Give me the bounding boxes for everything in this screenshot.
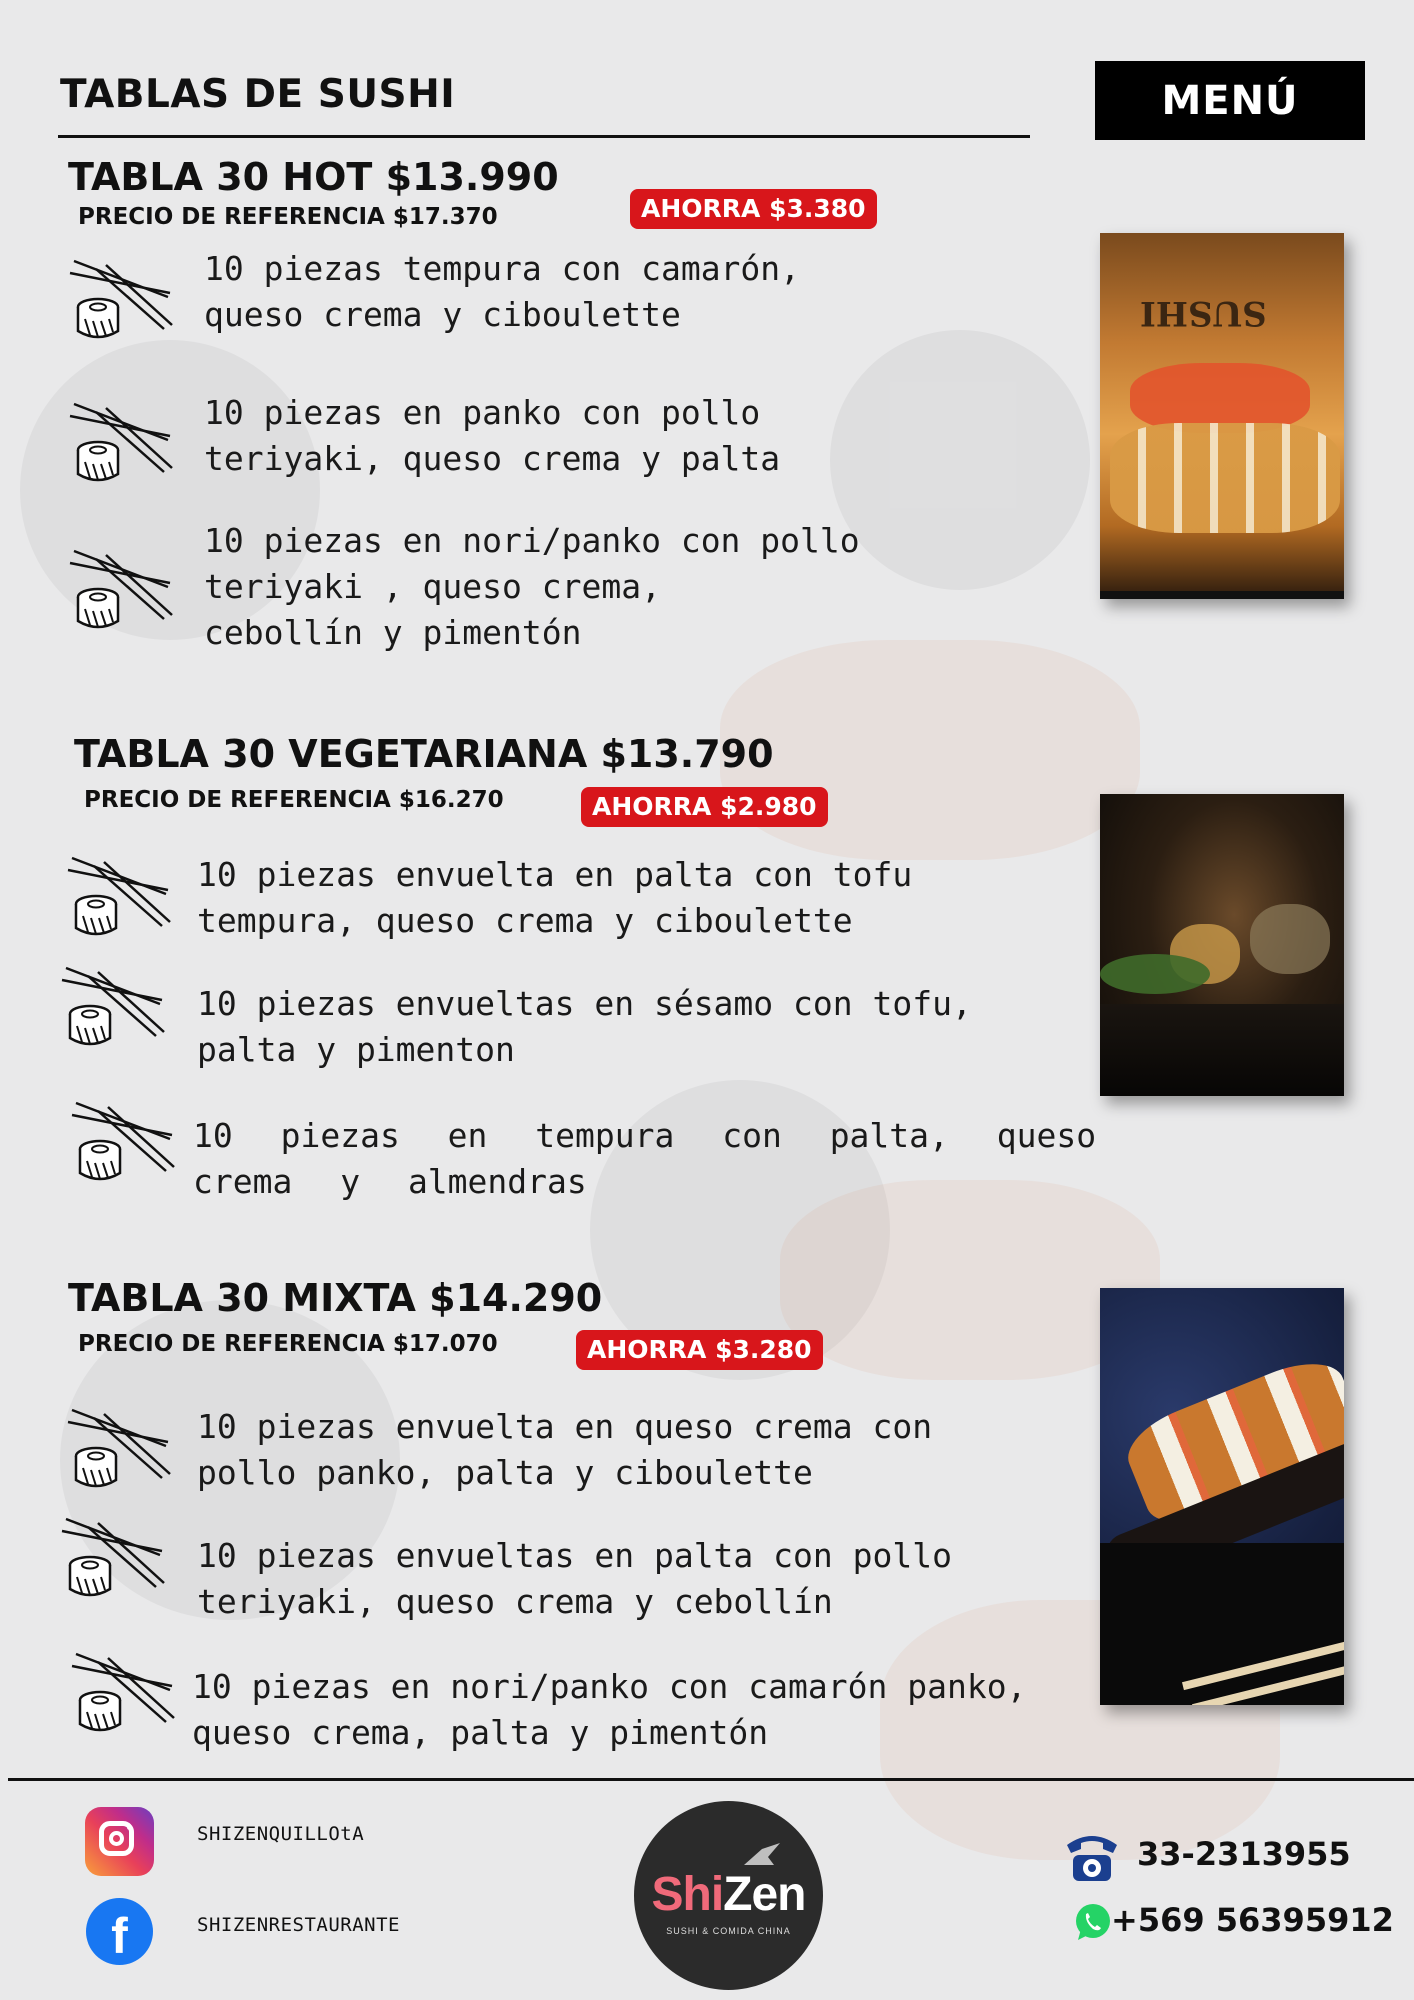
footer-divider xyxy=(8,1778,1414,1781)
instagram-icon[interactable] xyxy=(85,1807,154,1876)
chopsticks-sushi-icon xyxy=(70,1648,180,1738)
chopsticks-sushi-icon xyxy=(60,962,170,1052)
instagram-handle[interactable]: SHIZENQUILLOtA xyxy=(197,1823,365,1845)
photo-box-text: SUSHI xyxy=(1140,293,1267,333)
telephone-icon xyxy=(1063,1829,1121,1885)
reference-price: PRECIO DE REFERENCIA $17.070 xyxy=(78,1331,498,1357)
food-photo-mixed xyxy=(1100,1288,1344,1705)
logo-wordmark: ShiZen xyxy=(651,1868,806,1921)
background-shape xyxy=(830,330,1090,590)
phone-number[interactable]: 33-2313955 xyxy=(1137,1835,1351,1873)
logo-tagline: SUSHI & COMIDA CHINA xyxy=(666,1926,791,1936)
savings-badge: AHORRA $3.380 xyxy=(630,189,877,229)
origami-crane-icon xyxy=(744,1843,780,1867)
table-title: TABLA 30 HOT $13.990 xyxy=(68,155,559,199)
reference-price: PRECIO DE REFERENCIA $16.270 xyxy=(84,787,504,813)
item-description: 10 piezas envuelta en palta con tofu tempura, queso crema y ciboulette xyxy=(197,855,913,940)
chopsticks-sushi-icon xyxy=(68,545,178,635)
section-title: TABLAS DE SUSHI xyxy=(60,72,456,117)
item-description: 10 piezas en nori/panko con pollo teriyaki , queso crema, cebollín y pimentón xyxy=(204,521,860,652)
chopsticks-sushi-icon xyxy=(60,1513,170,1603)
chopsticks-sushi-icon xyxy=(70,1097,180,1187)
food-photo-vegetarian xyxy=(1100,794,1344,1096)
item-description: 10 piezas en tempura con palta, queso crema y almendras xyxy=(193,1116,1097,1201)
item-description: 10 piezas en nori/panko con camarón panko, queso crema, palta y pimentón xyxy=(192,1667,1027,1752)
chopsticks-sushi-icon xyxy=(68,398,178,488)
item-description: 10 piezas envuelta en queso crema con pollo panko, palta y ciboulette xyxy=(197,1407,933,1492)
sushi-rolls xyxy=(1110,423,1340,533)
item-description: 10 piezas envueltas en palta con pollo teriyaki, queso crema y cebollín xyxy=(197,1536,952,1621)
table-title: TABLA 30 MIXTA $14.290 xyxy=(68,1276,603,1320)
restaurant-logo xyxy=(634,1801,823,1990)
table-title: TABLA 30 VEGETARIANA $13.790 xyxy=(74,732,774,776)
item-description: 10 piezas tempura con camarón, queso crema y ciboulette xyxy=(204,249,801,334)
sushi-piece xyxy=(1250,904,1330,974)
chopsticks-sushi-icon xyxy=(68,255,178,345)
header-divider xyxy=(58,135,1030,138)
chopsticks-sushi-icon xyxy=(66,852,176,942)
item-description: 10 piezas envueltas en sésamo con tofu, palta y pimenton xyxy=(197,984,972,1069)
whatsapp-number[interactable]: +569 56395912 xyxy=(1111,1901,1394,1939)
table-surface xyxy=(1100,1004,1344,1096)
facebook-icon[interactable]: f xyxy=(86,1898,153,1965)
savings-badge: AHORRA $2.980 xyxy=(581,787,828,827)
reference-price: PRECIO DE REFERENCIA $17.370 xyxy=(78,204,498,230)
menu-box xyxy=(1095,61,1365,140)
photo-edge xyxy=(1100,591,1344,599)
whatsapp-icon xyxy=(1073,1902,1113,1942)
savings-badge: AHORRA $3.280 xyxy=(576,1330,823,1370)
background-shape xyxy=(720,640,1140,860)
chopsticks-sushi-icon xyxy=(66,1404,176,1494)
item-description: 10 piezas en panko con pollo teriyaki, queso crema y palta xyxy=(204,393,781,478)
facebook-handle[interactable]: SHIZENRESTAURANTE xyxy=(197,1914,400,1936)
food-photo-hot xyxy=(1100,233,1344,599)
menu-label: MENÚ xyxy=(1161,77,1299,124)
seaweed-garnish xyxy=(1100,954,1210,994)
